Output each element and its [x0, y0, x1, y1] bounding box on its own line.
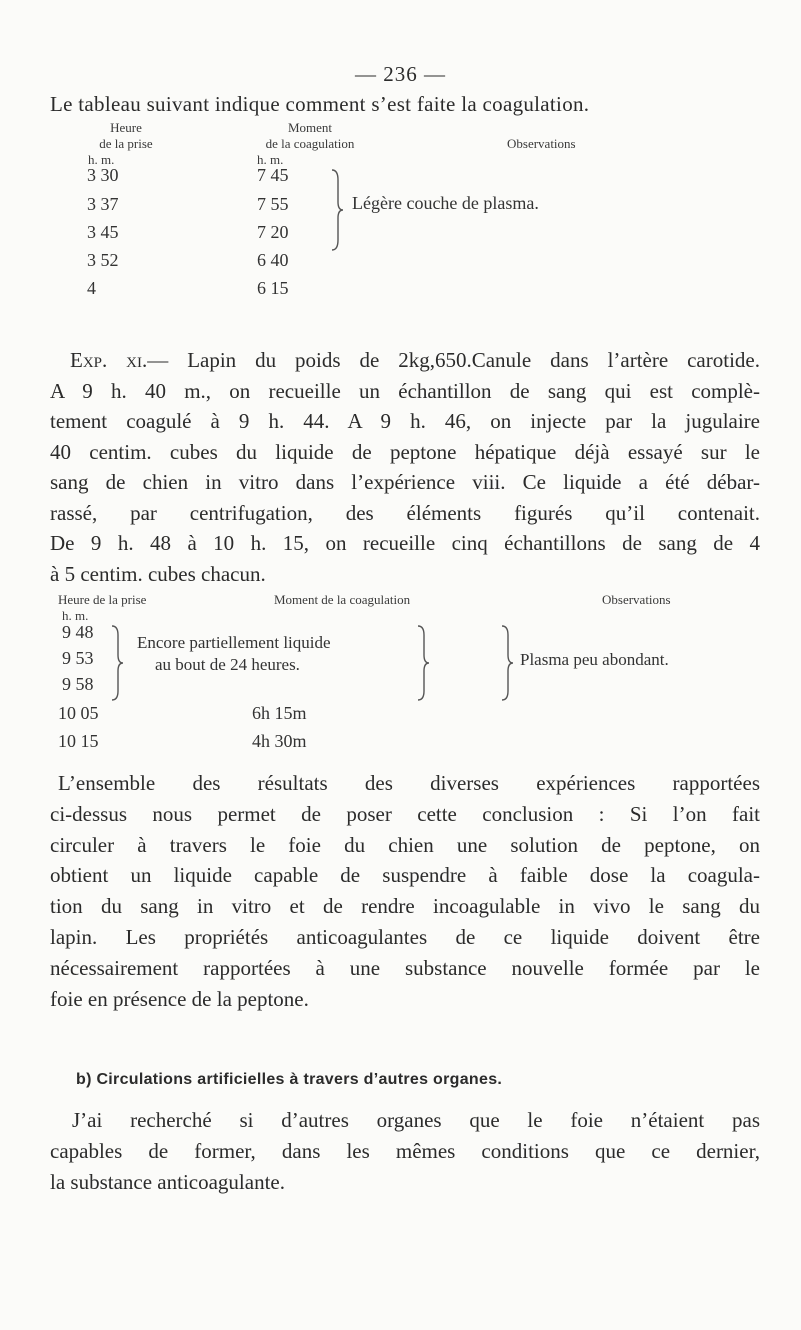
t1-row4-moment: 6 40 — [257, 250, 289, 270]
conclusion-line-1: L’ensemble des résultats des diverses expériences rapportées — [58, 771, 760, 795]
t1-header-observations: Observations — [507, 136, 576, 151]
t1-row3-heure: 3 45 — [87, 222, 119, 242]
exp-line-1-text: — Lapin du poids de 2kg,650.Canule dans l’artère carotide. — [147, 348, 760, 372]
t2-row4-moment: 6h 15m — [252, 703, 307, 723]
t1-header-moment-line1: Moment — [287, 120, 333, 135]
conclusion-line-8: foie en présence de la peptone. — [50, 986, 309, 1011]
conclusion-line-2: ci-dessus nous permet de poser cette conclusion : Si l’on fait — [50, 801, 760, 826]
conclusion-line-5: tion du sang in vitro et de rendre incoagulable in vivo le sang du — [50, 894, 760, 919]
exp-line-2: A 9 h. 40 m., on recueille un échantillon de sang qui est complè- — [50, 378, 760, 403]
t1-row2-moment: 7 55 — [257, 194, 289, 214]
t2-observation: Plasma peu abondant. — [520, 650, 669, 669]
exp-line-7: De 9 h. 48 à 10 h. 15, on recueille cinq échantillons de sang de 4 — [50, 531, 760, 555]
t2-row5-moment: 4h 30m — [252, 731, 307, 751]
exp-label: Exp. xi. — [70, 348, 148, 372]
t2-brace-middle — [416, 624, 430, 702]
t2-moment-group — [137, 632, 331, 676]
t2-row5-heure: 10 15 — [58, 731, 99, 751]
t1-header-heure-unit: h. m. — [88, 152, 115, 167]
t2-header-observations: Observations — [602, 592, 671, 607]
t2-brace-left — [110, 624, 124, 702]
t1-header-heure-line1: Heure — [110, 120, 142, 135]
final-line-3: la substance anticoagulante. — [50, 1170, 285, 1194]
t1-row4-heure: 3 52 — [87, 250, 119, 270]
intro-text: Le tableau suivant indique comment s’est faite la coagulation. — [50, 92, 590, 116]
t2-row1-heure: 9 48 — [62, 622, 94, 642]
t2-header-heure-unit: h. m. — [62, 608, 89, 623]
conclusion-line-4: obtient un liquide capable de suspendre à faible dose la coagula- — [50, 863, 760, 888]
t1-row3-moment: 7 20 — [257, 222, 289, 242]
t2-row2-heure: 9 53 — [62, 648, 94, 668]
exp-line-4: 40 centim. cubes du liquide de peptone hépatique déjà essayé sur le — [50, 439, 760, 464]
conclusion-paragraph — [50, 768, 760, 1014]
t2-header-moment: Moment de la coagulation — [274, 592, 411, 607]
t2-moment-group-line1: Encore partiellement liquide — [137, 633, 331, 652]
t2-header-heure: Heure de la prise — [58, 592, 147, 607]
t1-row2-heure: 3 37 — [87, 194, 119, 214]
exp-line-1 — [50, 345, 760, 376]
final-paragraph — [50, 1105, 760, 1198]
t1-header-heure — [76, 120, 176, 152]
exp-line-5: sang de chien in vitro dans l’expérience viii. Ce liquide a été débar- — [50, 470, 760, 494]
final-line-1: J’ai recherché si d’autres organes que le foie n’étaient pas — [72, 1108, 760, 1132]
conclusion-line-6: lapin. Les propriétés anticoagulantes de ce liquide doivent être — [50, 924, 760, 949]
exp-line-8: à 5 centim. cubes chacun. — [50, 561, 266, 586]
exp-line-6: rassé, par centrifugation, des éléments figurés qu’il contenait. — [50, 500, 760, 525]
t2-brace-right — [500, 624, 514, 702]
t2-row3-heure: 9 58 — [62, 674, 94, 694]
t1-brace — [330, 168, 344, 252]
t1-row5-heure: 4 — [87, 278, 96, 298]
section-heading: b) Circulations artificielles à travers d’autres organes. — [76, 1071, 503, 1088]
t1-row5-moment: 6 15 — [257, 278, 289, 298]
t1-header-moment — [240, 120, 380, 152]
t1-header-heure-line2: de la prise — [99, 136, 153, 151]
t2-moment-group-line2: au bout de 24 heures. — [155, 655, 300, 674]
t1-observation: Légère couche de plasma. — [352, 193, 539, 213]
t1-row1-moment: 7 45 — [257, 165, 289, 185]
exp-line-3: tement coagulé à 9 h. 44. A 9 h. 46, on injecte par la jugulaire — [50, 409, 760, 433]
conclusion-line-7: nécessairement rapportées à une substance nouvelle formée par le — [50, 955, 760, 980]
t2-row4-heure: 10 05 — [58, 703, 99, 723]
t1-header-moment-line2: de la coagulation — [265, 136, 355, 151]
t1-row1-heure: 3 30 — [87, 165, 119, 185]
page-number: — 236 — — [355, 62, 446, 86]
final-line-2: capables de former, dans les mêmes conditions que ce dernier, — [50, 1139, 760, 1163]
t1-header-moment-unit: h. m. — [257, 152, 284, 167]
experiment-xi — [50, 345, 760, 589]
conclusion-line-3: circuler à travers le foie du chien une solution de peptone, on — [50, 832, 760, 857]
